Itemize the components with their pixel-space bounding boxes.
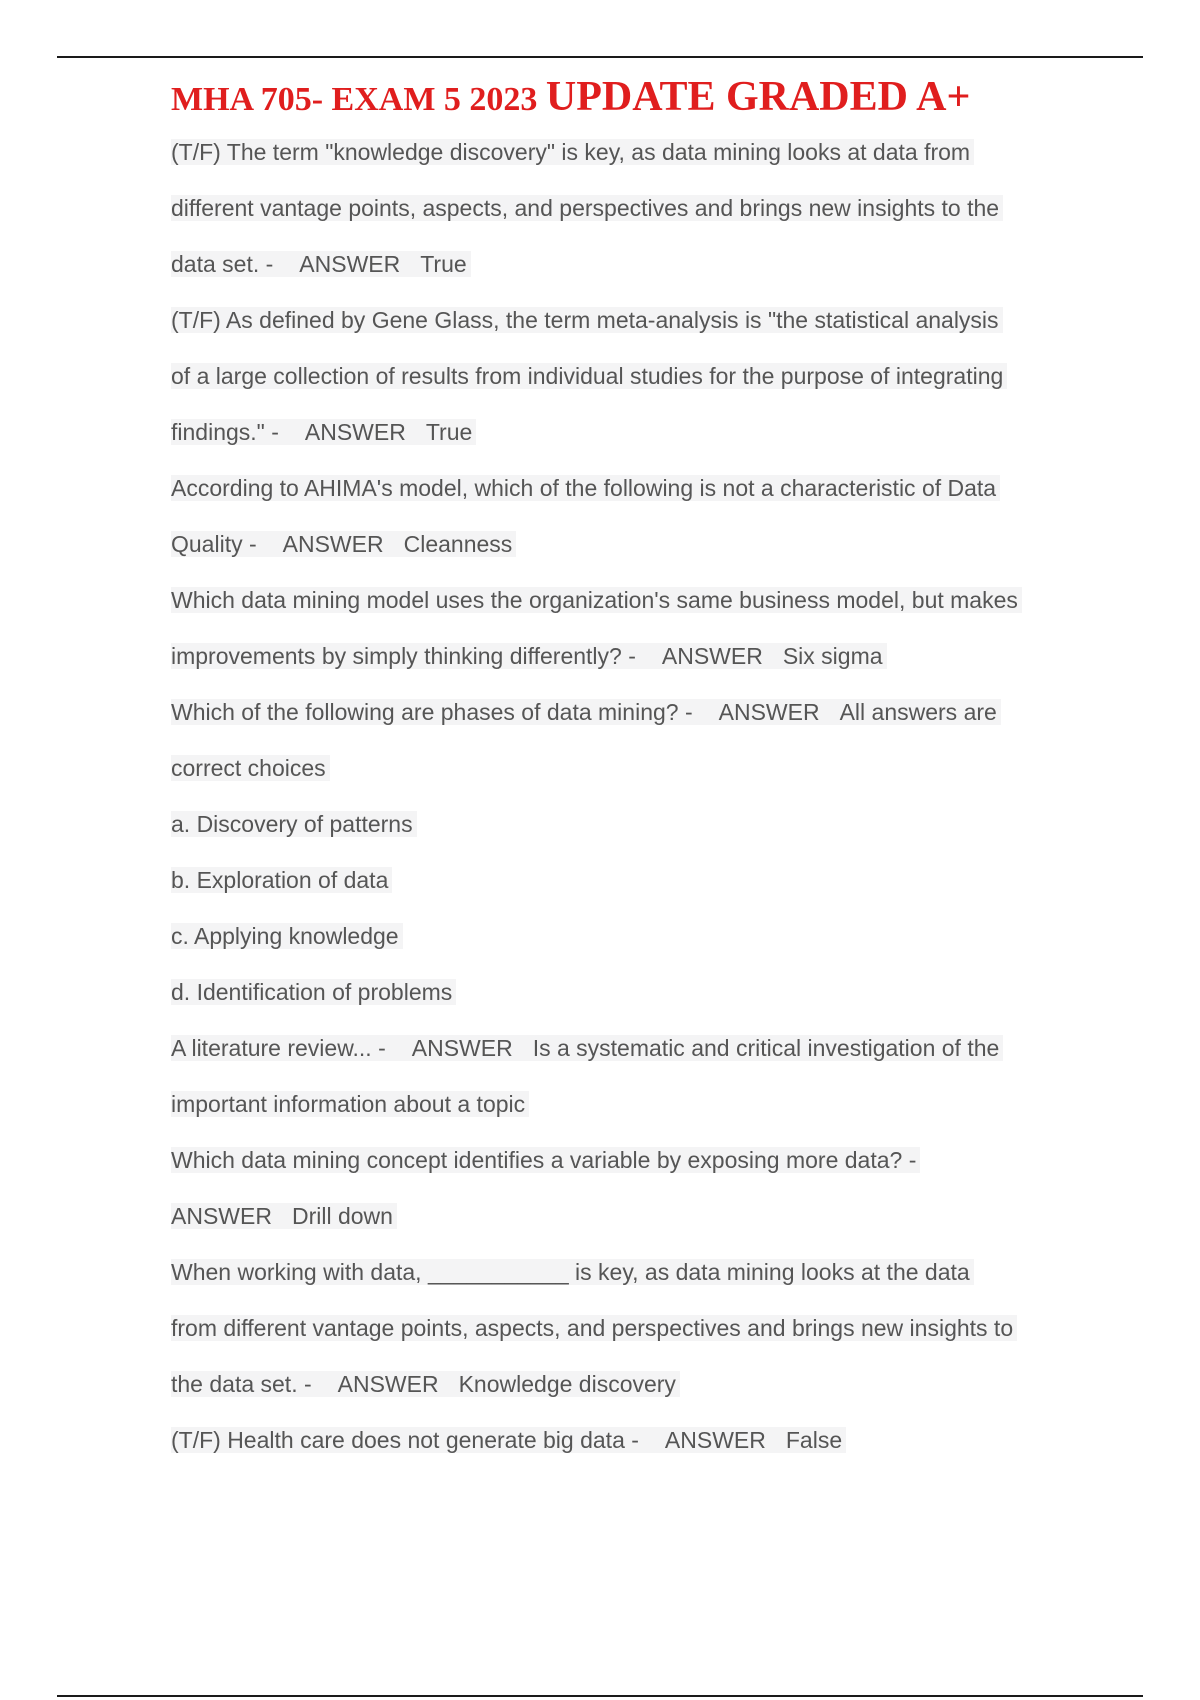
answer-value: True	[425, 419, 473, 445]
text-line	[171, 408, 1071, 464]
text-line	[171, 128, 1071, 184]
text-line	[171, 632, 1071, 688]
line-body: a. Discovery of patterns	[171, 811, 413, 837]
line-body: of a large collection of results from individual studies for the purpose of integrating	[171, 363, 1004, 389]
line-body: b. Exploration of data	[171, 867, 389, 893]
line-text	[171, 979, 456, 1005]
line-text	[171, 755, 330, 781]
answer-label: ANSWER	[337, 1371, 439, 1397]
line-body: (T/F) The term "knowledge discovery" is key, as data mining looks at data from	[171, 139, 971, 165]
text-line	[171, 1024, 1071, 1080]
text-line	[171, 800, 1071, 856]
line-text	[171, 643, 887, 669]
line-text	[171, 1091, 529, 1117]
answer-label: ANSWER	[299, 251, 401, 277]
title-grade-part: UPDATE GRADED A+	[545, 74, 971, 120]
title-course-part: MHA 705- EXAM 5 2023	[171, 81, 546, 118]
line-text	[171, 1315, 1017, 1341]
text-line	[171, 688, 1071, 744]
line-text	[171, 419, 476, 445]
line-text	[171, 699, 1001, 725]
answer-value: Is a systematic and critical investigation of the	[532, 1035, 1000, 1061]
line-text	[171, 867, 392, 893]
line-text	[171, 1427, 846, 1453]
line-body: When working with data, ___________ is key, as data mining looks at the data	[171, 1259, 970, 1285]
line-body: Which data mining model uses the organization's same business model, but makes	[171, 587, 1018, 613]
text-line	[171, 1248, 1071, 1304]
page-title	[171, 76, 970, 118]
text-line	[171, 1304, 1071, 1360]
line-body: Which of the following are phases of data mining? -	[171, 699, 693, 725]
text-line	[171, 576, 1071, 632]
answer-value: False	[785, 1427, 843, 1453]
text-line	[171, 352, 1071, 408]
line-body: According to AHIMA's model, which of the following is not a characteristic of Data	[171, 475, 997, 501]
answer-value: Six sigma	[782, 643, 883, 669]
qa-content	[171, 128, 1071, 1472]
line-text	[171, 363, 1007, 389]
text-line	[171, 1080, 1071, 1136]
text-line	[171, 1136, 1071, 1192]
line-text	[171, 1371, 680, 1397]
line-text	[171, 195, 1003, 221]
line-body: improvements by simply thinking differently? -	[171, 643, 636, 669]
line-text	[171, 139, 974, 165]
answer-label: ANSWER	[304, 419, 406, 445]
line-text	[171, 923, 403, 949]
line-text	[171, 1203, 397, 1229]
text-line	[171, 240, 1071, 296]
answer-value: Cleanness	[403, 531, 513, 557]
text-line	[171, 296, 1071, 352]
text-line	[171, 856, 1071, 912]
answer-value: True	[420, 251, 467, 277]
line-body: important information about a topic	[171, 1091, 526, 1117]
line-body: correct choices	[171, 755, 326, 781]
line-text	[171, 251, 471, 277]
line-body: different vantage points, aspects, and perspectives and brings new insights to the	[171, 195, 1000, 221]
line-text	[171, 1147, 920, 1173]
line-body: Which data mining concept identifies a variable by exposing more data? -	[171, 1147, 917, 1173]
line-text	[171, 1259, 974, 1285]
line-text	[171, 531, 516, 557]
line-body: from different vantage points, aspects, and perspectives and brings new insights to	[171, 1315, 1014, 1341]
line-body: d. Identification of problems	[171, 979, 453, 1005]
answer-value: Knowledge discovery	[458, 1371, 676, 1397]
answer-label: ANSWER	[661, 643, 763, 669]
text-line	[171, 464, 1071, 520]
line-body: findings." -	[171, 419, 279, 445]
answer-label: ANSWER	[718, 699, 820, 725]
line-body: (T/F) Health care does not generate big data -	[171, 1427, 639, 1453]
text-line	[171, 968, 1071, 1024]
answer-label: ANSWER	[664, 1427, 766, 1453]
line-body: A literature review... -	[171, 1035, 386, 1061]
text-line	[171, 1360, 1071, 1416]
answer-label: ANSWER	[282, 531, 384, 557]
text-line	[171, 744, 1071, 800]
answer-value: All answers are	[839, 699, 997, 725]
text-line	[171, 520, 1071, 576]
line-text	[171, 307, 1003, 333]
text-line	[171, 184, 1071, 240]
text-line	[171, 912, 1071, 968]
answer-label: ANSWER	[411, 1035, 513, 1061]
line-text	[171, 587, 1022, 613]
bottom-rule	[57, 1695, 1143, 1697]
line-body: data set. -	[171, 251, 274, 277]
line-text	[171, 475, 1000, 501]
text-line	[171, 1192, 1071, 1248]
answer-label: ANSWER	[171, 1203, 272, 1229]
line-body: (T/F) As defined by Gene Glass, the term meta-analysis is "the statistical analysis	[171, 307, 999, 333]
line-text	[171, 1035, 1003, 1061]
text-line	[171, 1416, 1071, 1472]
line-body: Quality -	[171, 531, 257, 557]
line-body: c. Applying knowledge	[171, 923, 399, 949]
answer-value: Drill down	[291, 1203, 393, 1229]
top-rule	[57, 56, 1143, 58]
line-text	[171, 811, 417, 837]
line-body: the data set. -	[171, 1371, 312, 1397]
